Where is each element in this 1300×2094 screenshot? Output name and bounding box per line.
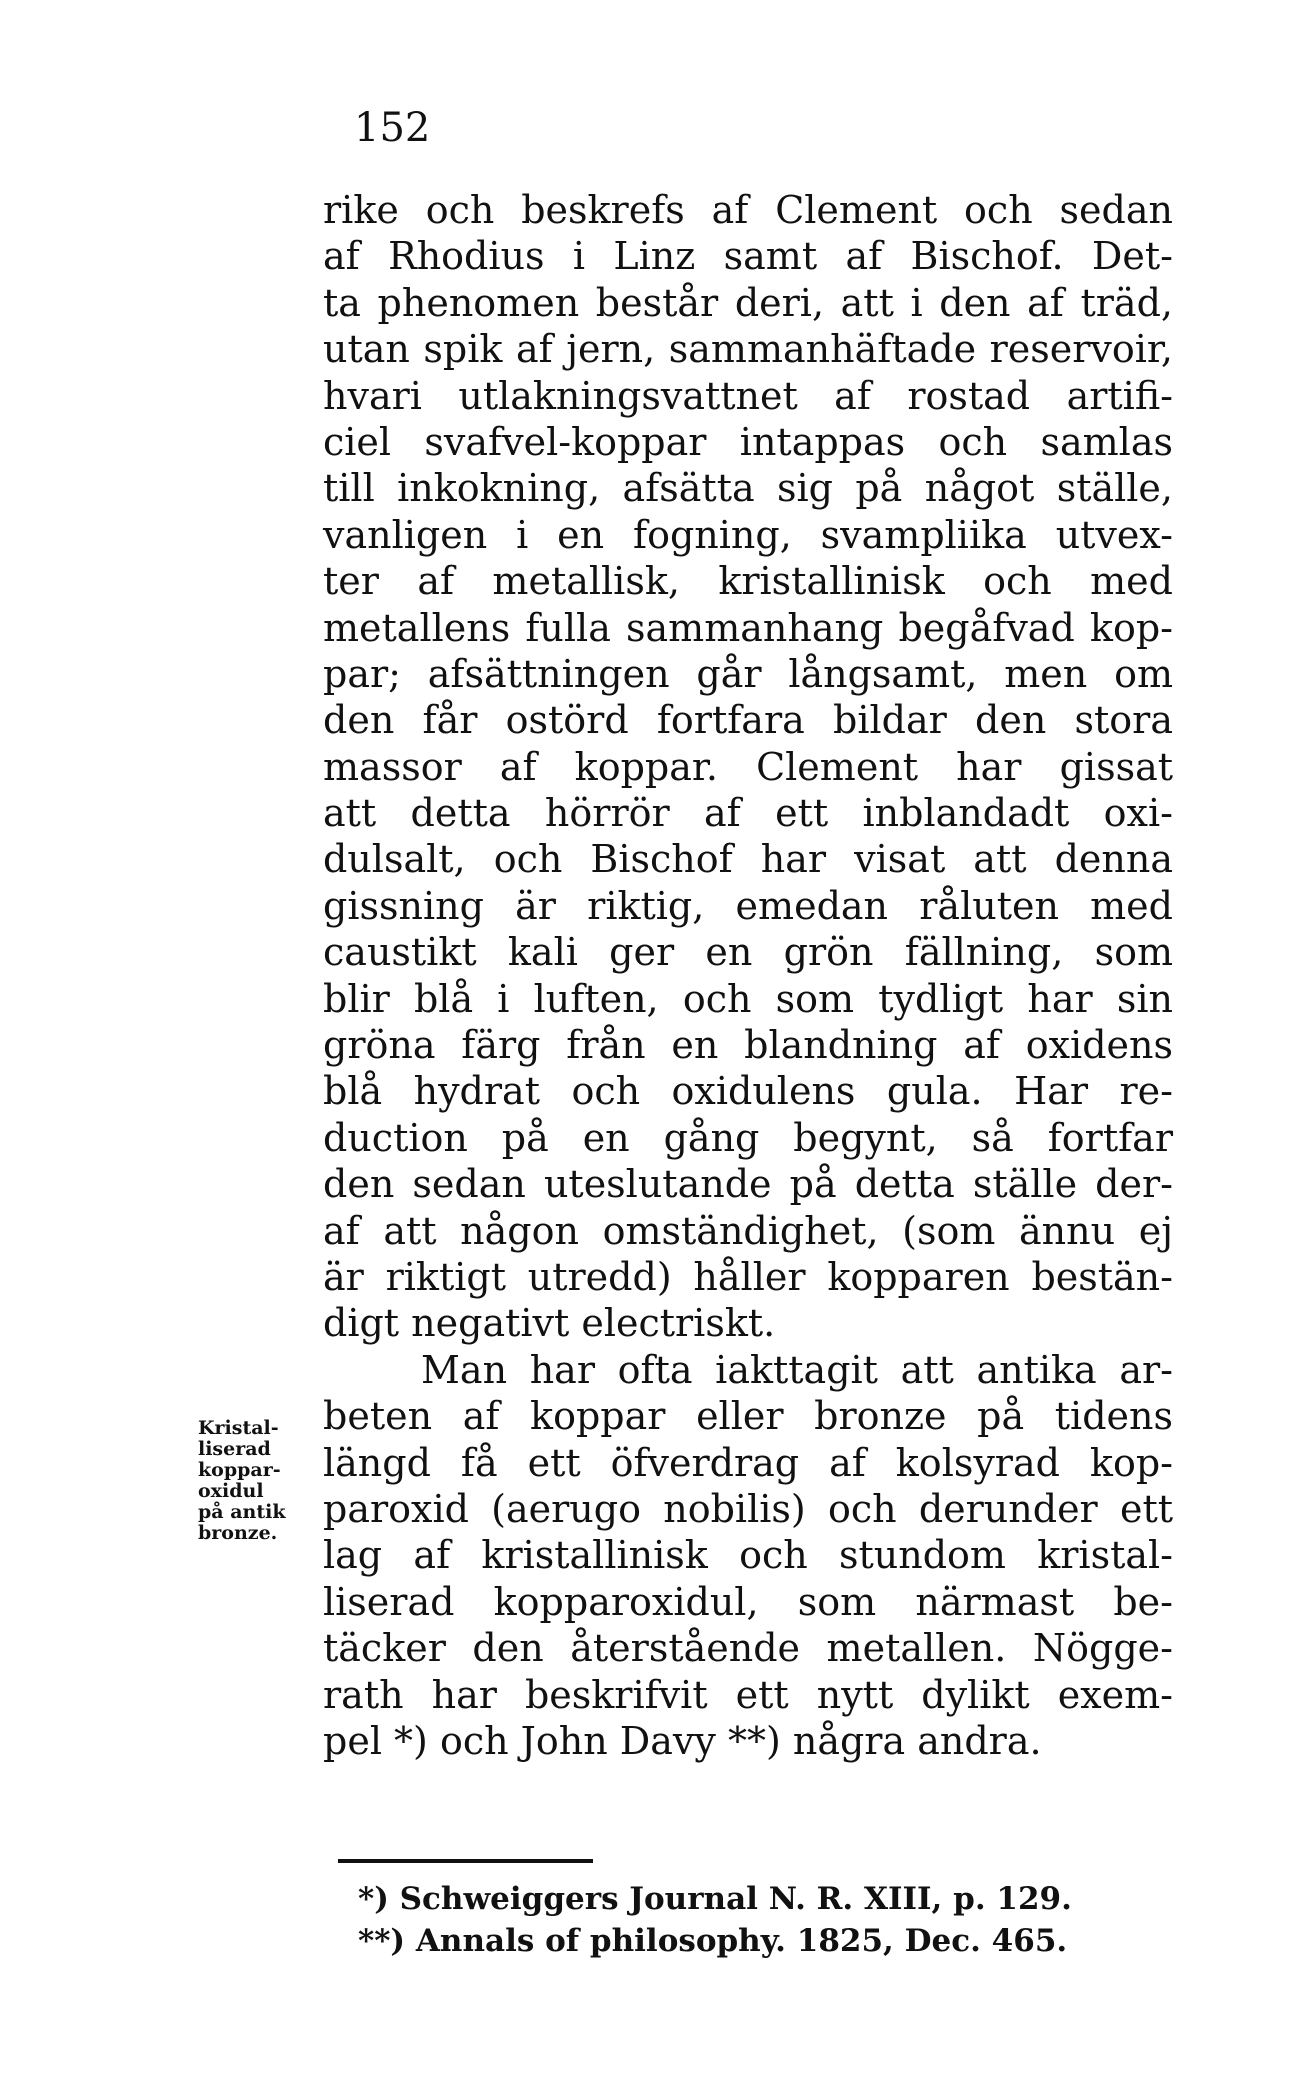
text-line: utan spik af jern, sammanhäftade reservoir,: [323, 327, 1173, 372]
text-line: af Rhodius i Linz samt af Bischof. Det-: [323, 234, 1173, 279]
text-line: är riktigt utredd) håller kopparen bestän-: [323, 1254, 1173, 1299]
text-line: rike och beskrefs af Clement och sedan: [323, 188, 1173, 232]
margin-note-line: oxidul: [198, 1480, 264, 1502]
text-line: att detta hörrör af ett inblandadt oxi-: [323, 791, 1173, 836]
text-line: vanligen i en fogning, svampliika utvex-: [323, 512, 1173, 557]
text-line: af att någon omständighet, (som ännu ej: [323, 1208, 1173, 1253]
text-line: dulsalt, och Bischof har visat att denna: [323, 837, 1173, 882]
text-line: till inkokning, afsätta sig på något ställe,: [323, 466, 1173, 511]
text-line: hvari utlakningsvattnet af rostad artifi-: [323, 373, 1173, 418]
text-line: gissning är riktig, emedan råluten med: [323, 883, 1173, 928]
text-line: caustikt kali ger en grön fällning, som: [323, 930, 1173, 975]
text-line: blå hydrat och oxidulens gula. Har re-: [323, 1069, 1173, 1114]
text-line: den får ostörd fortfara bildar den stora: [323, 698, 1173, 743]
text-line: duction på en gång begynt, så fortfar: [323, 1115, 1173, 1160]
footnote-divider: [338, 1859, 593, 1863]
text-line: metallens fulla sammanhang begåfvad kop-: [323, 605, 1173, 650]
margin-note-line: på antik: [198, 1501, 286, 1523]
margin-note-line: bronze.: [198, 1522, 278, 1544]
text-line: längd få ett öfverdrag af kolsyrad kop-: [323, 1440, 1173, 1485]
text-line: massor af koppar. Clement har gissat: [323, 744, 1173, 789]
margin-note: [198, 1418, 286, 1544]
text-line: täcker den återstående metallen. Nögge-: [323, 1626, 1173, 1671]
text-line: ta phenomen består deri, att i den af träd,: [323, 280, 1173, 325]
text-line: rath har beskrifvit ett nytt dylikt exem-: [323, 1672, 1173, 1717]
paragraph-end-line: digt negativt electriskt.: [323, 1301, 776, 1346]
footnote: *) Schweiggers Journal N. R. XIII, p. 129.: [358, 1881, 1072, 1917]
text-line: ter af metallisk, kristallinisk och med: [323, 559, 1173, 604]
text-line: ciel svafvel-koppar intappas och samlas: [323, 419, 1173, 464]
paragraph-end-line: pel *) och John Davy **) några andra.: [323, 1718, 1042, 1763]
margin-note-line: liserad: [198, 1438, 271, 1460]
text-line: liserad kopparoxidul, som närmast be-: [323, 1579, 1173, 1624]
text-line: beten af koppar eller bronze på tidens: [323, 1394, 1173, 1439]
margin-note-line: koppar-: [198, 1459, 281, 1481]
text-line: gröna färg från en blandning af oxidens: [323, 1023, 1173, 1068]
page-number: 152: [354, 105, 431, 151]
paragraph-start-line: Man har ofta iakttagit att antika ar-: [421, 1347, 1173, 1392]
text-line: lag af kristallinisk och stundom kristal-: [323, 1533, 1173, 1578]
footnotes: [358, 1878, 1072, 1962]
footnote: **) Annals of philosophy. 1825, Dec. 465.: [358, 1923, 1068, 1959]
text-line: blir blå i luften, och som tydligt har sin: [323, 976, 1173, 1021]
text-line: par; afsättningen går långsamt, men om: [323, 651, 1173, 696]
body-text: [323, 187, 1173, 1764]
text-line: paroxid (aerugo nobilis) och derunder ett: [323, 1486, 1173, 1531]
text-line: den sedan uteslutande på detta ställe der-: [323, 1162, 1173, 1207]
margin-note-line: Kristal-: [198, 1417, 279, 1439]
